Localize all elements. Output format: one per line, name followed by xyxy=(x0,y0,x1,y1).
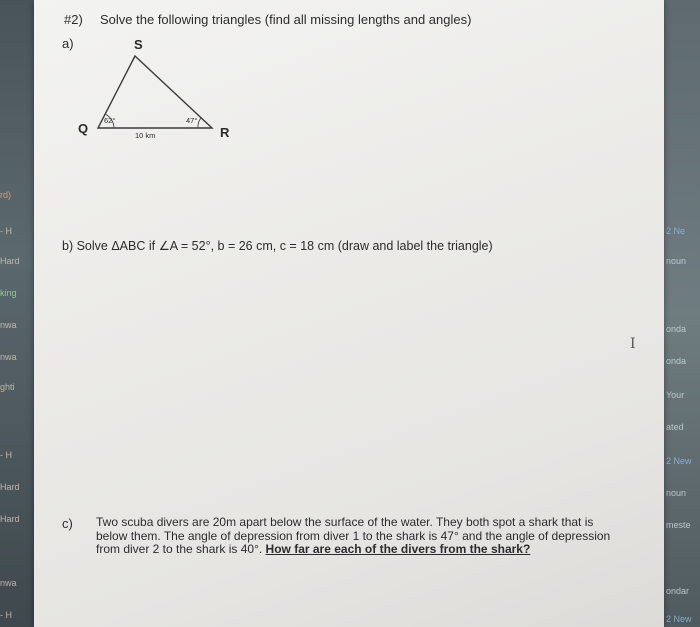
bg-left-label: - H xyxy=(0,450,12,460)
angle-r-label: 47° xyxy=(186,116,198,125)
triangle-qrs-diagram xyxy=(74,34,254,144)
problem-number: #2) xyxy=(64,12,83,27)
bg-right-label: 2 New xyxy=(666,614,692,624)
text-cursor-icon: I xyxy=(630,336,636,352)
bg-right-label: ated xyxy=(666,422,684,432)
bg-right-label: 2 New xyxy=(666,456,692,466)
vertex-s-label: S xyxy=(134,37,143,52)
bg-left-label: Hard xyxy=(0,482,20,492)
bg-left-label: ghti xyxy=(0,382,15,392)
part-a-label: a) xyxy=(62,36,74,51)
part-c-question: How far are each of the divers from the shark? xyxy=(265,542,531,556)
bg-right-label: ondar xyxy=(666,586,690,596)
bg-right-label: onda xyxy=(666,356,687,366)
angle-r-arc xyxy=(198,118,201,128)
part-c-label: c) xyxy=(62,516,73,531)
part-c-body: Two scuba divers are 20m apart below the surface of the water. They both spot a shark that is below them. The angle of depression from diver 1 to the shark is 47° and the angle of depression from diver 2 to the shark is 40°. xyxy=(96,515,611,556)
bg-left-label: rd) xyxy=(0,190,11,200)
bg-left-label: nwa xyxy=(0,352,17,362)
bg-right-label: 2 Ne xyxy=(666,226,686,236)
bg-left-label: Hard xyxy=(0,256,20,266)
bg-left-label: - H xyxy=(0,226,12,236)
bg-right-label: noun xyxy=(666,256,687,266)
side-qr-label: 10 km xyxy=(135,131,156,140)
background-right-strip xyxy=(664,0,700,627)
bg-left-label: Hard xyxy=(0,514,20,524)
background-left-strip xyxy=(0,0,34,627)
bg-left-label: nwa xyxy=(0,578,17,588)
bg-right-label: meste xyxy=(666,520,691,530)
bg-left-label: nwa xyxy=(0,320,17,330)
bg-right-label: Your xyxy=(666,390,685,400)
bg-right-label: noun xyxy=(666,488,687,498)
worksheet-page xyxy=(34,0,664,627)
bg-left-label: king xyxy=(0,288,17,298)
angle-q-label: 62° xyxy=(104,116,116,125)
part-c-prompt xyxy=(96,516,626,557)
part-b-prompt: b) Solve ΔABC if ∠A = 52°, b = 26 cm, c = 18 cm (draw and label the triangle) xyxy=(62,239,493,253)
bg-right-label: onda xyxy=(666,324,687,334)
bg-left-label: - H xyxy=(0,610,12,620)
problem-title: Solve the following triangles (find all missing lengths and angles) xyxy=(100,12,472,27)
vertex-r-label: R xyxy=(220,125,230,140)
vertex-q-label: Q xyxy=(78,121,89,136)
